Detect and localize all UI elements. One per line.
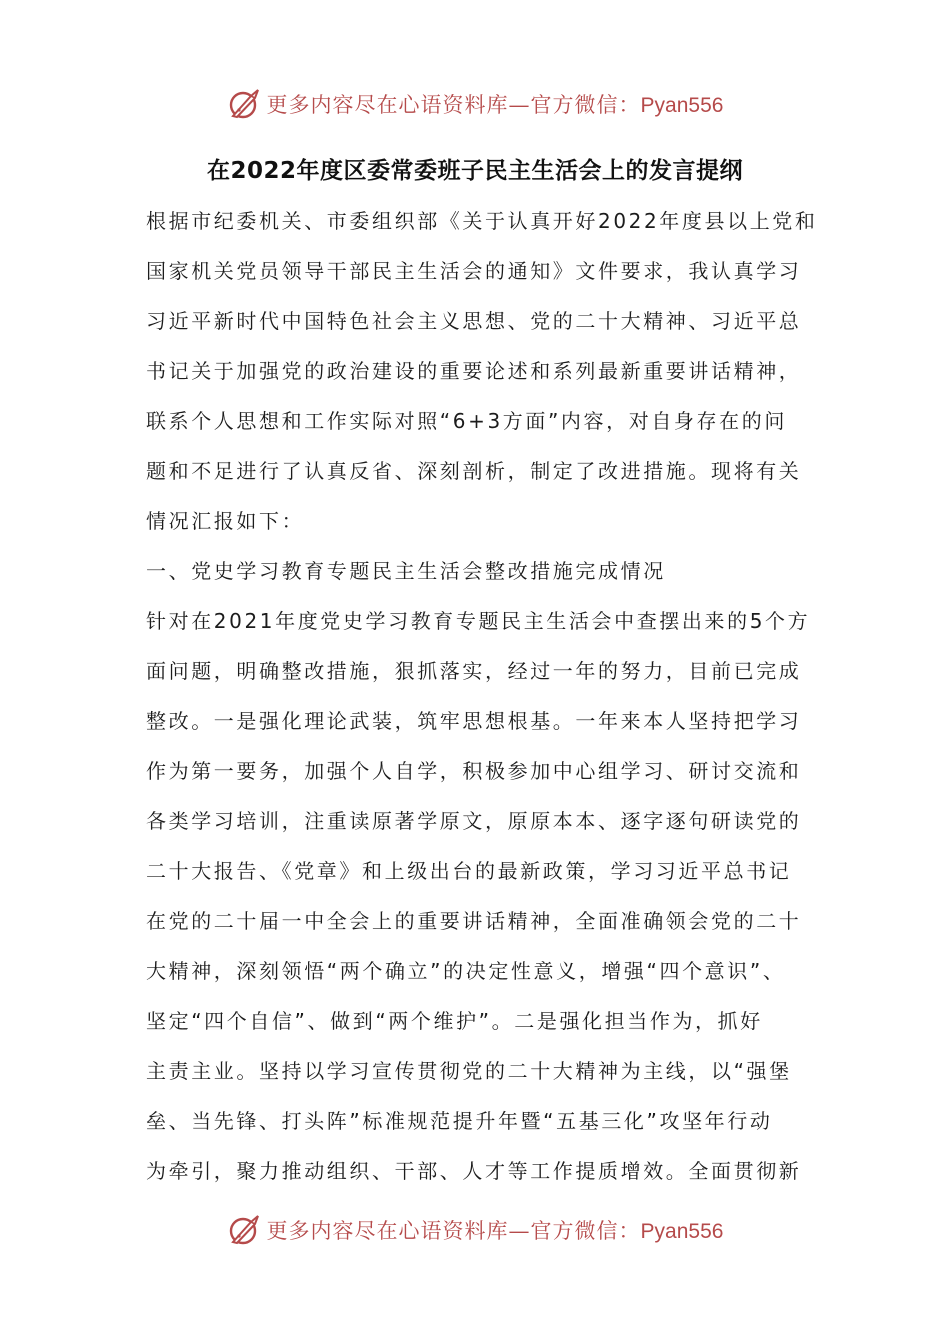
body-line: 根据市纪委机关、市委组织部《关于认真开好2022年度县以上党和 bbox=[146, 209, 818, 233]
banner-wechat-id: Pyan556 bbox=[640, 1220, 724, 1243]
body-line: 题和不足进行了认真反省、深刻剖析，制定了改进措施。现将有关 bbox=[146, 459, 802, 483]
body-line: 作为第一要务，加强个人自学，积极参加中心组学习、研讨交流和 bbox=[146, 759, 802, 783]
body-line: 大精神，深刻领悟“两个确立”的决定性意义，增强“四个意识”、 bbox=[146, 959, 786, 983]
body-line: 在党的二十届一中全会上的重要讲话精神，全面准确领会党的二十 bbox=[146, 909, 802, 933]
body-line: 坚定“四个自信”、做到“两个维护”。二是强化担当作为，抓好 bbox=[146, 1009, 763, 1033]
body-line: 联系个人思想和工作实际对照“6+3方面”内容，对自身存在的问 bbox=[146, 409, 787, 433]
banner-wechat-id: Pyan556 bbox=[640, 94, 724, 117]
banner-text bbox=[267, 1215, 724, 1245]
body-line: 二十大报告、《党章》和上级出台的最新政策，学习习近平总书记 bbox=[146, 859, 792, 883]
body-line: 针对在2021年度党史学习教育专题民主生活会中查摆出来的5个方 bbox=[146, 609, 811, 633]
document-body bbox=[146, 196, 826, 1196]
body-line: 国家机关党员领导干部民主生活会的通知》文件要求，我认真学习 bbox=[146, 259, 802, 283]
header-watermark-banner bbox=[0, 84, 950, 124]
body-line: 为牵引，聚力推动组织、干部、人才等工作提质增效。全面贯彻新 bbox=[146, 1159, 802, 1183]
body-line: 主责主业。坚持以学习宣传贯彻党的二十大精神为主线，以“强堡 bbox=[146, 1059, 792, 1083]
banner-slogan: 更多内容尽在心语资料库—官方微信： bbox=[266, 93, 641, 117]
body-line: 各类学习培训，注重读原著学原文，原原本本、逐字逐句研读党的 bbox=[146, 809, 802, 833]
pen-nib-logo-icon bbox=[227, 86, 263, 122]
footer-watermark-banner bbox=[0, 1210, 950, 1250]
body-line: 书记关于加强党的政治建设的重要论述和系列最新重要讲话精神， bbox=[146, 359, 802, 383]
body-line: 垒、当先锋、打头阵”标准规范提升年暨“五基三化”攻坚年行动 bbox=[146, 1109, 773, 1133]
banner-text bbox=[267, 89, 724, 119]
document-title: 在2022年度区委常委班子民主生活会上的发言提纲 bbox=[206, 158, 743, 184]
pen-nib-logo-icon bbox=[227, 1212, 263, 1248]
body-line: 面问题，明确整改措施，狠抓落实，经过一年的努力，目前已完成 bbox=[146, 659, 802, 683]
body-line: 情况汇报如下： bbox=[146, 509, 305, 533]
body-line: 整改。一是强化理论武装，筑牢思想根基。一年来本人坚持把学习 bbox=[146, 709, 802, 733]
section-heading: 一、党史学习教育专题民主生活会整改措施完成情况 bbox=[146, 559, 666, 583]
banner-slogan: 更多内容尽在心语资料库—官方微信： bbox=[266, 1219, 641, 1243]
body-line: 习近平新时代中国特色社会主义思想、党的二十大精神、习近平总 bbox=[146, 309, 802, 333]
